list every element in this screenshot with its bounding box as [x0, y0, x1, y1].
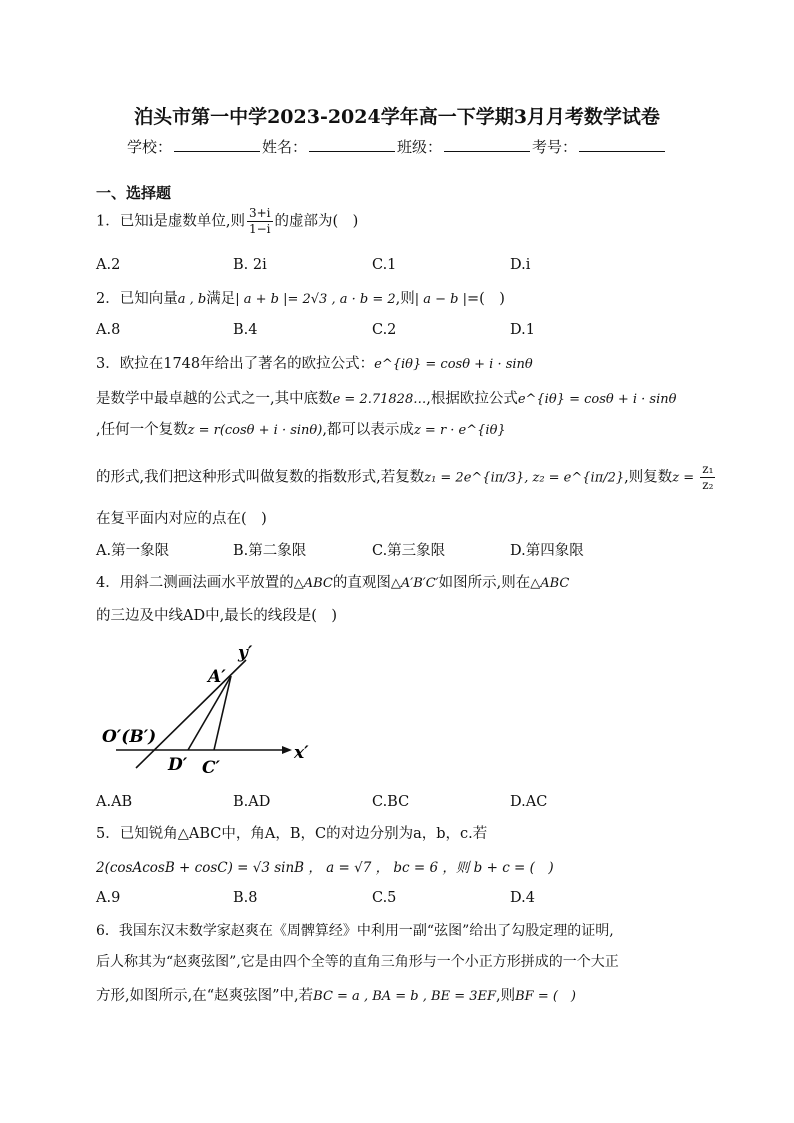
- label-o: O′(B′): [102, 727, 157, 747]
- label-c: C′: [202, 758, 221, 778]
- y-axis-line: [136, 660, 246, 768]
- q2-option-b[interactable]: B.4: [233, 322, 258, 338]
- q3-line1: 3．欧拉在1748年给出了著名的欧拉公式：e^{iθ} = cosθ + i · sinθ: [96, 356, 533, 372]
- section-heading: 一、选择题: [96, 184, 172, 202]
- segment-a-d: [188, 676, 231, 750]
- q3-option-c[interactable]: C.第三象限: [372, 543, 446, 559]
- q3-line5: 在复平面内对应的点在( ): [96, 511, 267, 527]
- q5-option-b[interactable]: B.8: [233, 890, 258, 906]
- q3-line4: 的形式,我们把这种形式叫做复数的指数形式,若复数z₁ = 2e^{iπ/3}, z₂ = e^{iπ/2},则复数z = $\frac{\text{z₁}}{\text{z₂}}$: [96, 462, 714, 492]
- q6-line2: 后人称其为“赵爽弦图”,它是由四个全等的直角三角形与一个小正方形拼成的一个大正: [96, 954, 619, 970]
- x-axis-arrow: [282, 746, 292, 754]
- exam-title: 泊头市第一中学2023-2024学年高一下学期3月月考数学试卷: [134, 106, 660, 128]
- school-blank[interactable]: [174, 138, 260, 152]
- q5-option-a[interactable]: A.9: [96, 890, 121, 906]
- label-y-axis: y′: [238, 643, 253, 663]
- label-x-axis: x′: [294, 743, 309, 763]
- q4-figure: [96, 638, 336, 778]
- school-label: 学校：: [126, 138, 172, 156]
- q2-option-d[interactable]: D.1: [510, 322, 535, 338]
- q5-option-d[interactable]: D.4: [510, 890, 535, 906]
- class-label: 班级：: [397, 138, 443, 156]
- name-label: 姓名：: [261, 138, 307, 156]
- q1-option-b[interactable]: B. 2i: [233, 257, 267, 273]
- q3-option-d[interactable]: D.第四象限: [510, 543, 584, 559]
- q1-option-a[interactable]: A.2: [96, 257, 121, 273]
- q5-line2: 2(cosAcosB + cosC) = √3 sinB ， a = √7 ， bc = 6 ，则 b + c = ( ): [96, 860, 554, 876]
- q3-option-b[interactable]: B.第二象限: [233, 543, 307, 559]
- q2-option-a[interactable]: A.8: [96, 322, 121, 338]
- q3-ratio: $\frac{\text{z₁}}{\text{z₂}}$: [702, 462, 714, 492]
- q6-line3: 方形,如图所示,在“赵爽弦图”中,若BC = a , BA = b , BE = 3EF,则BF = ( ): [96, 988, 576, 1004]
- q4-option-a[interactable]: A.AB: [96, 794, 133, 810]
- segment-a-c: [214, 676, 231, 750]
- q4-option-c[interactable]: C.BC: [372, 794, 410, 810]
- exam-no-label: 考号：: [532, 138, 578, 156]
- q3-line2: 是数学中最卓越的公式之一,其中底数e = 2.71828…,根据欧拉公式e^{iθ} = cosθ + i · sinθ: [96, 391, 677, 407]
- q1-option-c[interactable]: C.1: [372, 257, 397, 273]
- student-info-line: [0, 136, 794, 157]
- q3-option-a[interactable]: A.第一象限: [96, 543, 170, 559]
- label-d: D′: [168, 755, 188, 775]
- label-a: A′: [208, 667, 226, 687]
- exam-no-blank[interactable]: [579, 138, 665, 152]
- q4-line1: 4．用斜二测画法画水平放置的△ABC的直观图△A′B′C′如图所示,则在△ABC: [96, 575, 570, 591]
- q5-line1: 5．已知锐角△ABC中，角A，B，C的对边分别为a，b，c.若: [96, 826, 488, 842]
- q3-line3: ,任何一个复数z = r(cosθ + i · sinθ),都可以表示成z = r · e^{iθ}: [96, 422, 506, 438]
- q1-option-d[interactable]: D.i: [510, 257, 531, 273]
- q2-stem: 2．已知向量a , b满足| a + b |= 2√3 , a · b = 2,则| a − b |=( ): [96, 291, 505, 307]
- q5-option-c[interactable]: C.5: [372, 890, 397, 906]
- q1-fraction: $\frac{3+i}{1-i}$: [248, 206, 271, 236]
- q1-stem: 1．已知i是虚数单位,则 $\frac{3+i}{1-i}$ 的虚部为( ): [96, 206, 359, 236]
- name-blank[interactable]: [309, 138, 395, 152]
- q2-option-c[interactable]: C.2: [372, 322, 397, 338]
- q6-line1: 6．我国东汉末数学家赵爽在《周髀算经》中利用一副“弦图”给出了勾股定理的证明,: [96, 923, 614, 939]
- q4-line2: 的三边及中线AD中,最长的线段是( ): [96, 608, 338, 624]
- class-blank[interactable]: [444, 138, 530, 152]
- q4-option-b[interactable]: B.AD: [233, 794, 271, 810]
- q4-option-d[interactable]: D.AC: [510, 794, 548, 810]
